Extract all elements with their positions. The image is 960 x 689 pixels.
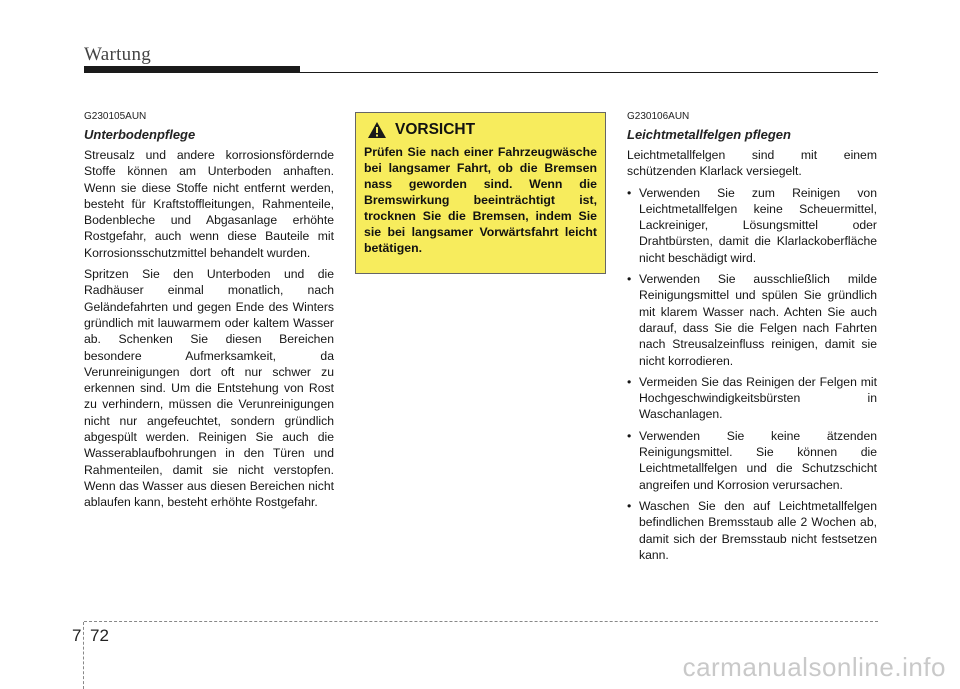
list-item: • Verwenden Sie keine ätzenden Reinigungsmittel. Sie können die Leichtmetallfelgen und die Schutzschicht angreifen und Korrosion verursachen. [627, 428, 877, 493]
caution-text: Prüfen Sie nach einer Fahrzeugwäsche bei langsamer Fahrt, ob die Bremsen nass geworden sind. Wenn die Bremswirkung beeinträchtigt ist, trocknen Sie die Bremsen, indem Sie sie bei langsamer Vorwärtsfahrt leicht betätigen. [364, 145, 597, 255]
paragraph: Spritzen Sie den Unterboden und die Radhäuser einmal monatlich, nach Geländefahrten und gegen Ende des Winters gründlich mit lauwarmem oder kaltem Wasser ab. Schenken Sie diesen Bereichen besondere Aufmerksamkeit, da Verunreinigungen dort oft nur schwer zu erkennen sind. Um die Entstehung von Rost zu verhindern, müssen die Verunreinigungen nicht nur angefeuchtet, sondern gründlich abgespült werden. Reinigen Sie auch die Wasserablaufbohrungen in den Türen und Rahmenteilen, damit sie nicht verstopfen. Wenn das Wasser aus diesen Bereichen nicht ablaufen kann, besteht erhöhte Rostgefahr. [84, 267, 334, 510]
header-bar [84, 66, 300, 73]
list-item: • Verwenden Sie zum Reinigen von Leichtmetallfelgen keine Scheuermittel, Lackreiniger, Lösungsmittel oder Drahtbürsten, damit die Klarlackoberfläche nicht beschädigt wird. [627, 185, 877, 266]
section-code: G230105AUN [84, 111, 147, 122]
list-item: • Waschen Sie den auf Leichtmetallfelgen befindlichen Bremsstaub alle 2 Wochen ab, damit sich der Bremsstaub nicht festsetzen kann. [627, 498, 877, 563]
paragraph: Streusalz und andere korrosionsfördernde Stoffe können am Unterboden anhaften. Wenn sie diese Stoffe nicht entfernt werden, besteht für Kraftstoffleitungen, Rahmenteile, Bodenbleche und Abgasanlage erhöhte Rostgefahr, auch wenn diese Bauteile mit Korrosionsschutzmittel behandelt wurden. [84, 148, 334, 260]
footer-rule [84, 621, 878, 622]
list-item: • Verwenden Sie ausschließlich milde Reinigungsmittel und spülen Sie gründlich mit klarem Wasser nach. Achten Sie auch darauf, dass Sie die Felgen nach Fahrten nach Streusalzeinfluss reinigen, damit sie nicht korrodieren. [627, 271, 877, 369]
alloy-wheels-section [627, 111, 877, 568]
list-item: • Vermeiden Sie das Reinigen der Felgen mit Hochgeschwindigkeitsbürsten in Waschanlagen. [627, 374, 877, 423]
page-header-title: Wartung [84, 44, 152, 65]
watermark: carmanualsonline.info [682, 652, 946, 682]
page-number: 72 [90, 626, 109, 645]
intro-paragraph: Leichtmetallfelgen sind mit einem schützenden Klarlack versiegelt. [627, 148, 877, 179]
caution-header [364, 121, 597, 139]
section-code: G230106AUN [627, 111, 690, 122]
warning-triangle-icon [367, 121, 387, 139]
header-rule [300, 72, 878, 73]
section-heading: Unterbodenpflege [84, 127, 196, 142]
underbody-section [84, 111, 334, 516]
caution-title: VORSICHT [395, 121, 476, 138]
chapter-number: 7 [72, 626, 82, 645]
caution-box [355, 112, 606, 274]
bullet-list [627, 185, 877, 564]
footer-divider [83, 622, 84, 689]
section-heading: Leichtmetallfelgen pflegen [627, 127, 791, 142]
